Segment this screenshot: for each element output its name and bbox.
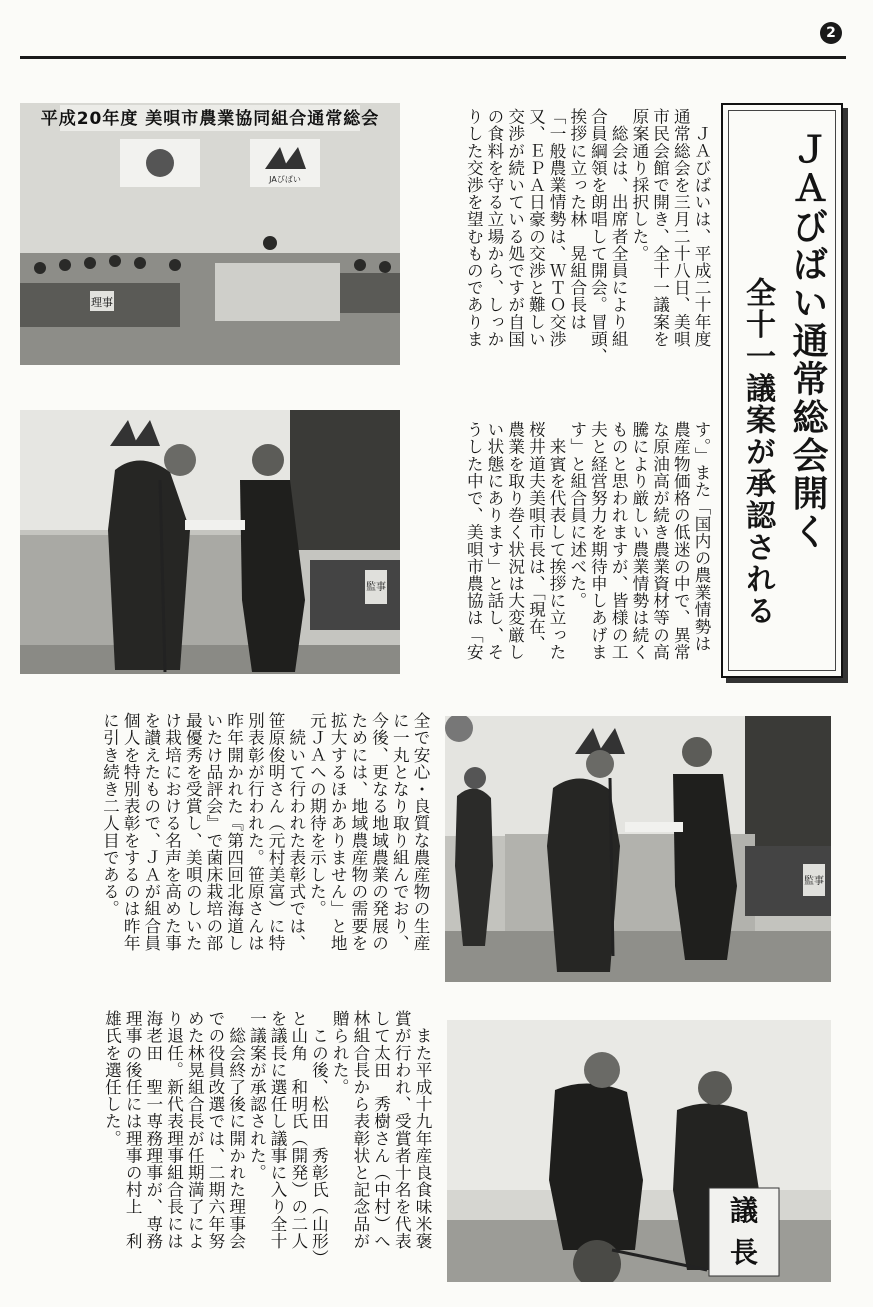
headline: ＪＡびばい通常総会開く — [787, 131, 828, 551]
chair-sign-cho: 長 — [729, 1236, 759, 1269]
article-column-1: ＪＡびばいは、平成二十年度 通常総会を三月二十八日、美唄 市民会館で開き、全十一議案を 原案通り採択した。 総会は、出席者全員により組 合員綱領を朗唱して開会。冒頭、 挨拶に立った林 晃組合長は 「一般農業情勢は、ＷＴＯ交渉 又、ＥＰＡ日豪の交渉と難しい 交渉が続いている処ですが自国 の食料を守る立場から、しっか りした交渉を望むものでありま — [464, 108, 711, 365]
header-rule — [20, 56, 846, 59]
article-column-4: また平成十九年産良食味米褒 賞が行われ、受賞者十名を代表 して太田 秀樹さん（中村）へ 林組合長から表彰状と記念品が 贈られた。 この後、松田 秀彰氏（山形） と山角 和明氏（開発）の二人 を議長に選任し議事に入り全十 一議案が承認された。 総会終了後に開かれた理事会 での役員改選では、二期六年努 めた林晃組合長が任期満了によ り退任。新代表理事組合長には 海老田 聖一専務理事が、専務 理事の後任には理事の村上 利 雄氏を選任した。 — [102, 1010, 432, 1267]
auditor-sign-2: 監事 — [804, 876, 824, 887]
chair-sign-gi: 議 — [729, 1194, 759, 1227]
meeting-hall-photo — [20, 103, 400, 365]
director-sign: 理事 — [91, 296, 113, 309]
award-photo-1 — [20, 410, 400, 674]
page-number: 2 — [820, 22, 842, 44]
award-photo-2 — [445, 716, 831, 982]
article-column-3: 全で安心・良質な農産物の生産 に一丸となり取り組んでおり、 今後、更なる地域農業の発展の ためには、地域農産物の需要を 拡大するほかありません」と地 元ＪＡへの期待を示した。 続いて行われた表彰式では、 笹原俊明さん（元村美富）に特 別表彰が行われた。笹原さんは 昨年開かれた『第四回北海道し いたけ品評会』で菌床栽培の部 最優秀を受賞し、美唄のしいた け栽培における名声を高めた事 を讃えたもので、ＪＡが組合員 個人を特別表彰をするのは昨年 に引き続き二人目である。 — [100, 712, 430, 952]
auditor-sign: 監事 — [366, 582, 386, 593]
article-column-2: す。」また「国内の農業情勢は 農産物価格の低迷の中で、異常 な原油高が続き農業資材等の高 騰により厳しい農業情勢は続く ものと思われますが、皆様の工 夫と経営努力を期待申しあげま す」と組合員に述べた。 来賓を代表して挨拶に立った 桜井道夫美唄市長は、「現在、 農業を取り巻く状況は大変厳し い状態にあります」と話し、そ うした中で、美唄市農協は「安 — [464, 421, 711, 661]
japan-flag-icon — [146, 149, 174, 177]
ja-logo-text: JAびばい — [269, 175, 301, 184]
chairmen-photo — [447, 1020, 831, 1282]
meeting-banner: 平成20年度 美唄市農業協同組合通常総会 — [40, 109, 380, 129]
headline-box — [721, 103, 843, 678]
subheadline: 全十一議案が承認される — [740, 277, 775, 627]
